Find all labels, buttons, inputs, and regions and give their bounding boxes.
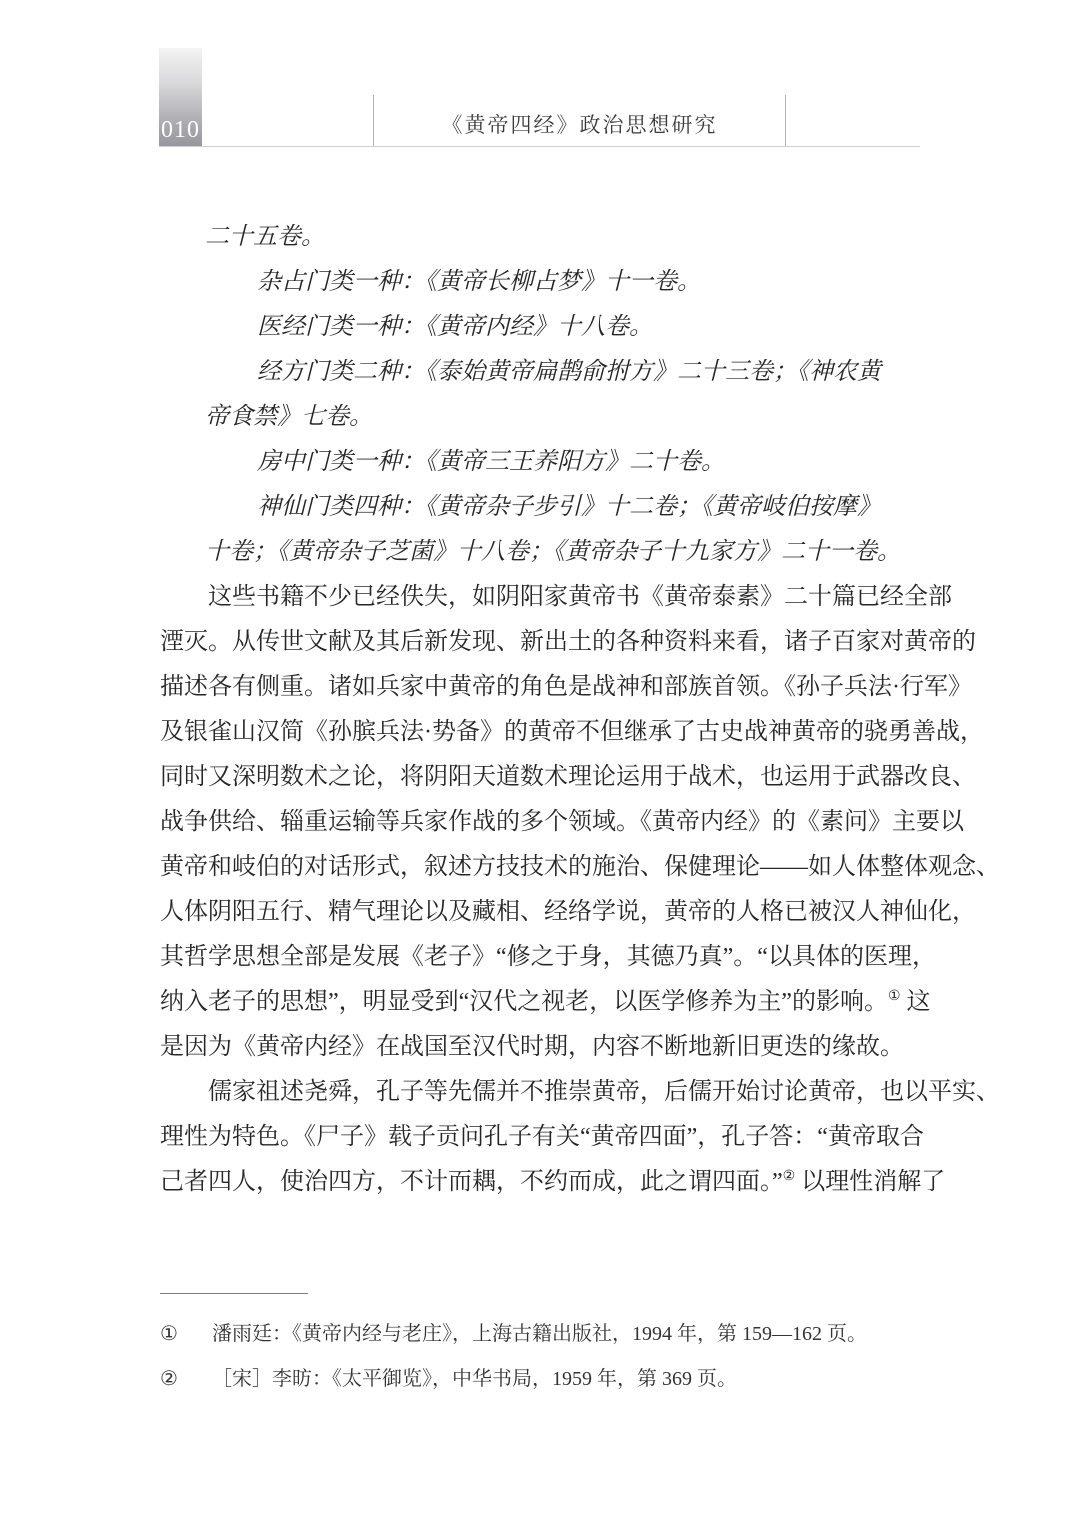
footnote-text: 潘雨廷：《黄帝内经与老庄》，上海古籍出版社，1994 年，第 159—162 页。 xyxy=(212,1323,867,1345)
header-rule xyxy=(159,146,920,147)
quoted-catalog-block xyxy=(205,215,920,575)
catalog-line: 医经门类一种：《黄帝内经》十八卷。 xyxy=(257,314,653,340)
paragraph-line-with-ref xyxy=(160,1160,946,1205)
footnote-marker: ① xyxy=(160,1323,178,1345)
paragraph-line: 人体阴阳五行、精气理论以及藏相、经络学说，黄帝的人格已被汉人神仙化， xyxy=(160,899,976,925)
paragraph-line: 及银雀山汉简《孙膑兵法·势备》的黄帝不但继承了古史战神黄帝的骁勇善战， xyxy=(160,719,984,745)
paragraph-line: 战争供给、辎重运输等兵家作战的多个领域。《黄帝内经》的《素问》主要以 xyxy=(160,809,964,835)
catalog-line: 杂占门类一种：《黄帝长柳占梦》十一卷。 xyxy=(257,269,701,295)
paragraph-line: 同时又深明数术之论，将阴阳天道数术理论运用于战术，也运用于武器改良、 xyxy=(160,764,976,790)
page-number-tab xyxy=(159,48,202,147)
paragraph-line: 描述各有侧重。诸如兵家中黄帝的角色是战神和部族首领。《孙子兵法·行军》 xyxy=(160,674,972,700)
catalog-line: 房中门类一种：《黄帝三王养阳方》二十卷。 xyxy=(257,449,725,475)
line-text: 这 xyxy=(900,989,931,1015)
line-text: 以理性消解了 xyxy=(795,1169,946,1195)
paragraph-line: 黄帝和岐伯的对话形式，叙述方技技术的施治、保健理论——如人体整体观念、 xyxy=(160,854,1000,880)
footnote-item xyxy=(160,1312,920,1357)
paragraph-line: 是因为《黄帝内经》在战国至汉代时期，内容不断地新旧更迭的缘故。 xyxy=(160,1034,904,1060)
line-text: 己者四人，使治四方，不计而耦，不约而成，此之谓四面。” xyxy=(160,1169,783,1195)
paragraph-2 xyxy=(160,1070,1000,1205)
footnote-marker: ② xyxy=(160,1368,178,1390)
paragraph-line: 理性为特色。《尸子》载子贡问孔子有关“黄帝四面”，孔子答：“黄帝取合 xyxy=(160,1124,924,1150)
paragraph-1 xyxy=(160,575,1000,1070)
paragraph-line: 儒家祖述尧舜，孔子等先儒并不推崇黄帝，后儒开始讨论黄帝，也以平实、 xyxy=(208,1079,1000,1105)
catalog-line: 二十五卷。 xyxy=(205,224,325,250)
paragraph-line: 其哲学思想全部是发展《老子》“修之于身，其德乃真”。“以具体的医理， xyxy=(160,944,936,970)
catalog-line: 十卷；《黄帝杂子芝菌》十八卷；《黄帝杂子十九家方》二十一卷。 xyxy=(205,539,901,565)
catalog-line: 神仙门类四种：《黄帝杂子步引》十二卷；《黄帝岐伯按摩》 xyxy=(257,494,881,520)
catalog-line: 帝食禁》七卷。 xyxy=(205,404,373,430)
paragraph-line-with-ref xyxy=(160,980,931,1025)
footnote-item xyxy=(160,1357,920,1402)
footnote-text: ［宋］李昉：《太平御览》，中华书局，1959 年，第 369 页。 xyxy=(212,1368,737,1390)
paragraph-line: 湮灭。从传世文献及其后新发现、新出土的各种资料来看，诸子百家对黄帝的 xyxy=(160,629,976,655)
page-number: 010 xyxy=(161,117,200,143)
body-text xyxy=(160,215,1000,1205)
paragraph-line: 这些书籍不少已经佚失，如阴阳家黄帝书《黄帝泰素》二十篇已经全部 xyxy=(208,584,952,610)
footnote-rule xyxy=(160,1293,308,1294)
title-separator-right xyxy=(785,95,786,146)
line-text: 纳入老子的思想”，明显受到“汉代之视老，以医学修养为主”的影响。 xyxy=(160,989,888,1015)
footnotes xyxy=(160,1312,920,1402)
footnote-ref-1: ① xyxy=(887,989,901,1004)
footnote-ref-2: ② xyxy=(782,1169,796,1184)
catalog-line: 经方门类二种：《泰始黄帝扁鹊俞拊方》二十三卷；《神农黄 xyxy=(257,359,881,385)
running-title: 《黄帝四经》政治思想研究 xyxy=(441,113,718,137)
